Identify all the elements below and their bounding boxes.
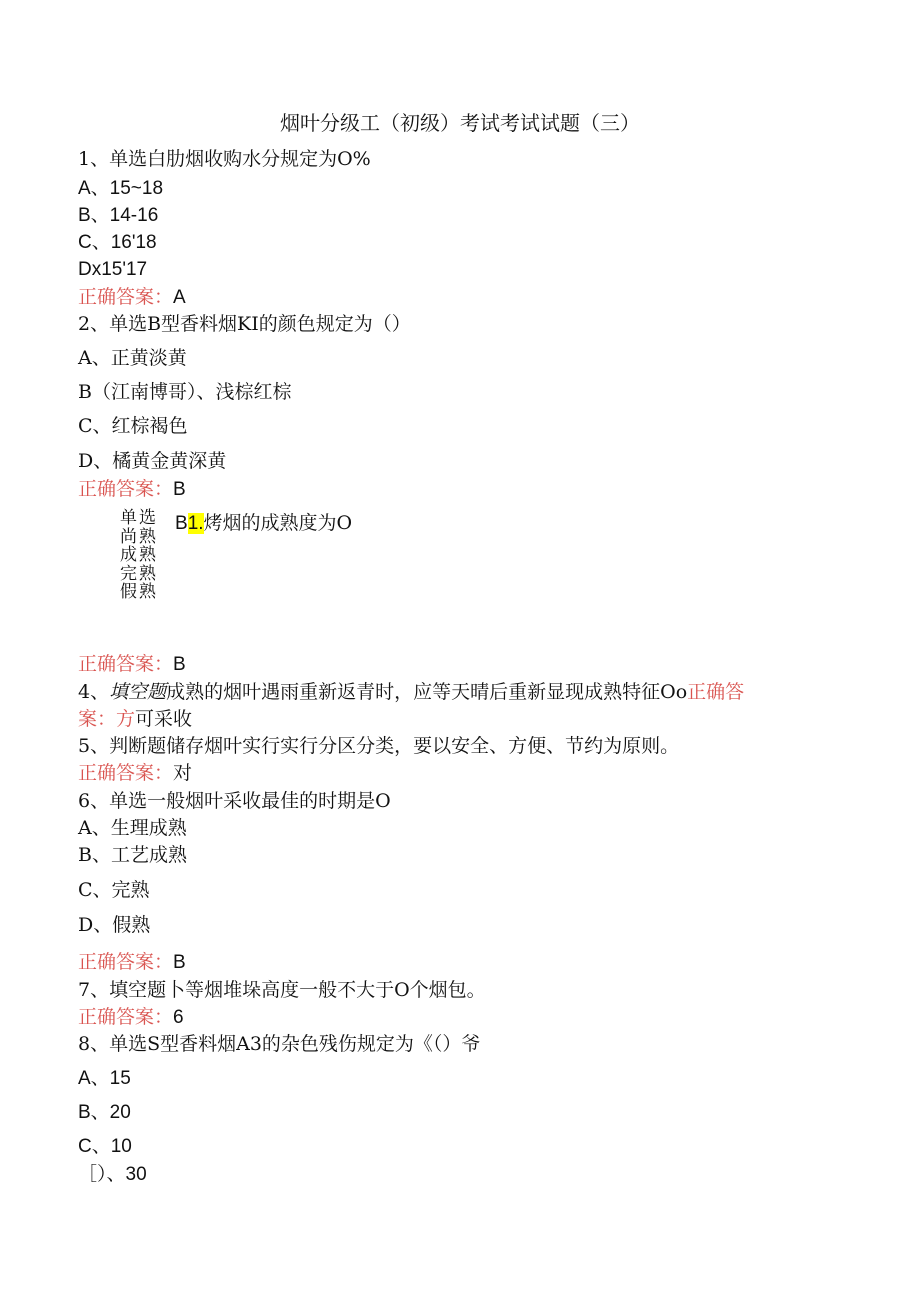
- question-3-option: 成熟: [120, 545, 158, 565]
- question-3-type: 单选: [120, 508, 158, 528]
- question-6-option-c: C、完熟: [78, 879, 150, 901]
- question-2-option-b: B（江南博哥）、浅棕红棕: [78, 381, 292, 403]
- question-2-stem: 2、单选B型香料烟KI的颜色规定为（）: [78, 313, 411, 335]
- answer-value: B: [173, 654, 186, 675]
- question-3-text: 烤烟的成熟度为O: [203, 512, 353, 534]
- question-3-highlight: 1.: [187, 513, 204, 534]
- answer-value: 可采收: [135, 708, 193, 730]
- answer-value: B: [173, 479, 186, 500]
- page-title: 烟叶分级工（初级）考试考试试题（三）: [280, 111, 640, 135]
- question-6-option-d: D、假熟: [78, 914, 151, 936]
- question-4-stem: [78, 680, 744, 704]
- question-4-text: 成熟的烟叶遇雨重新返青时，应等天晴后重新显现成熟特征Oo: [166, 681, 688, 703]
- question-1-option-a: A、15~18: [78, 178, 164, 199]
- question-1-stem: 1、单选白肋烟收购水分规定为O%: [78, 148, 371, 170]
- answer-value: 6: [173, 1007, 184, 1028]
- question-1-option-c: C、16'18: [78, 232, 157, 253]
- answer-value-colored: 方: [116, 708, 136, 730]
- question-6-answer: [78, 950, 186, 975]
- question-8-option-a: A、15: [78, 1068, 131, 1089]
- answer-label: 正确答案：: [78, 286, 174, 308]
- answer-label: 正确答案：: [78, 762, 174, 784]
- question-2-option-c: C、红棕褐色: [78, 415, 188, 437]
- question-7-answer: [78, 1005, 184, 1030]
- answer-label-cont: 案：: [78, 708, 117, 730]
- question-5-answer: [78, 761, 192, 785]
- question-8-option-d: ［）、30: [78, 1164, 147, 1185]
- answer-value: 对: [173, 762, 193, 784]
- answer-label: 正确答: [687, 681, 745, 703]
- question-7-stem: 7、填空题卜等烟堆垛高度一般不大于O个烟包。: [78, 979, 486, 1001]
- question-4-type: 填空题: [109, 681, 167, 703]
- question-6-stem: 6、单选一般烟叶采收最佳的时期是O: [78, 790, 391, 812]
- question-3-label-column: [120, 509, 158, 602]
- question-2-answer: [78, 477, 186, 502]
- question-3-option: 尚熟: [120, 526, 158, 547]
- question-2-option-a: A、正黄淡黄: [78, 347, 187, 369]
- question-4-answer: [78, 707, 192, 731]
- question-1-option-d: Dx15'17: [78, 259, 148, 280]
- answer-value: A: [173, 287, 186, 308]
- question-3-option: 完熟: [120, 563, 158, 584]
- answer-label: 正确答案：: [78, 478, 174, 500]
- question-8-option-c: C、10: [78, 1136, 132, 1157]
- question-1-option-b: B、14-16: [78, 205, 159, 226]
- answer-label: 正确答案：: [78, 951, 174, 973]
- question-3-answer: [78, 652, 186, 677]
- question-3-prefix: B: [175, 513, 188, 534]
- question-4-number: 4、: [78, 681, 110, 703]
- question-8-stem: 8、单选S型香料烟A3的杂色残伤规定为《（）爷: [78, 1033, 481, 1055]
- answer-value: B: [173, 952, 186, 973]
- answer-label: 正确答案：: [78, 653, 174, 675]
- question-8-option-b: B、20: [78, 1102, 131, 1123]
- answer-label: 正确答案：: [78, 1006, 174, 1028]
- question-3-option: 假熟: [120, 582, 158, 602]
- question-1-answer: [78, 285, 186, 310]
- question-2-option-d: D、橘黄金黄深黄: [78, 450, 227, 472]
- question-6-option-a: A、生理成熟: [78, 817, 187, 839]
- question-6-option-b: B、工艺成熟: [78, 844, 187, 866]
- question-3-stem: [175, 511, 352, 536]
- question-5-stem: 5、判断题储存烟叶实行实行分区分类，要以安全、方便、节约为原则。: [78, 735, 680, 757]
